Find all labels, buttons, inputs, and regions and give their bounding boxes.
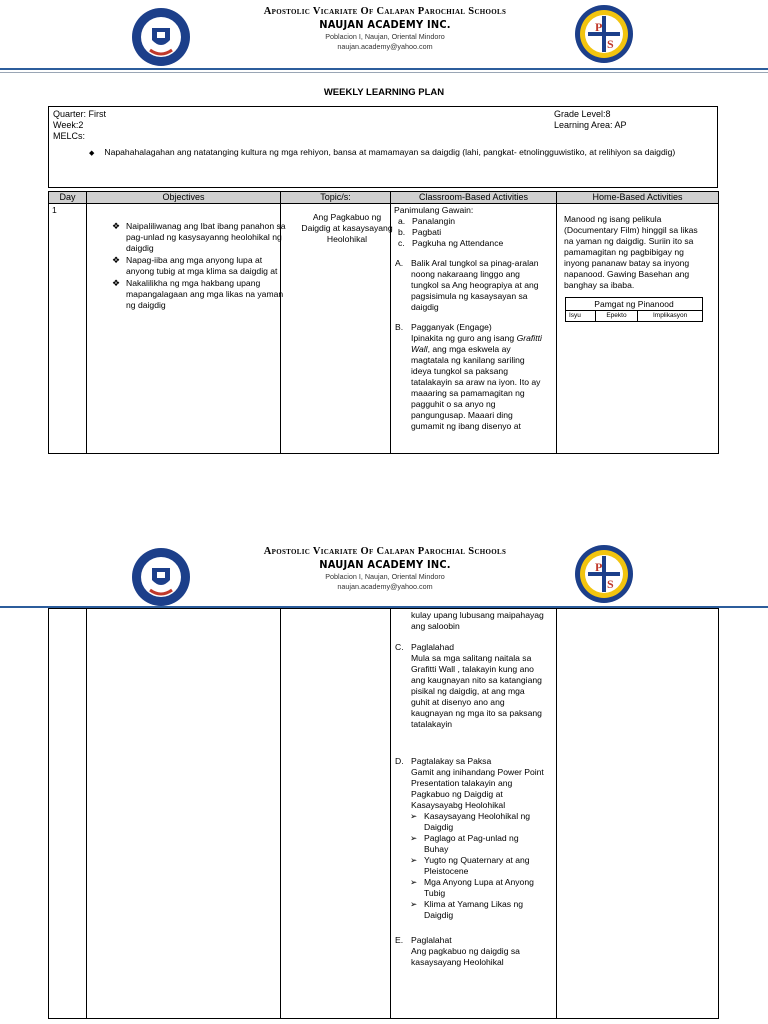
grade-info [554, 109, 627, 131]
day-cell: 1 [49, 204, 87, 454]
pis-logo-icon [574, 544, 634, 604]
arrow-bullet-icon: ➢ [410, 899, 418, 909]
film-analysis-table [565, 297, 703, 322]
page-header-1 [0, 0, 768, 68]
melcs-label: MELCs: [53, 131, 86, 141]
list-item: a. Panalangin [398, 216, 456, 226]
school-email: naujan.academy@yahoo.com [337, 582, 433, 591]
home-activity-text: Manood ng isang pelikula (Documentary Film) hinggil sa likas na yaman ng daigdig. Suriin ito sa pamamagitan ng pagbibigay ng inyong pananaw batay sa inyong napanood. Gawing Basehan ang banghay sa ibaba. [564, 214, 698, 290]
org-name: Apostolic Vicariate Of Calapan Parochial Schools [263, 546, 507, 557]
school-name: NAUJAN ACADEMY INC. [319, 18, 451, 31]
table-row [49, 204, 719, 454]
topic-sublist [410, 811, 553, 921]
activity-c: C. Paglalahad Mula sa mga salitang naitala sa Grafitti Wall , talakayin kung ano ang kaugnayan nito sa katangiang pisikal ng daigdig, at ang mga guhit at disenyo ano ang kaugnayan ng mga ito sa paksang tatalakayin [395, 642, 542, 729]
col-header-classroom: Classroom-Based Activities [391, 192, 557, 204]
intro-heading: Panimulang Gawain: [394, 205, 474, 215]
header-rule-thin [0, 72, 768, 73]
week-label: Week:2 [53, 120, 84, 130]
svg-text:P: P [595, 560, 603, 574]
list-item: c. Pagkuha ng Attendance [398, 238, 504, 248]
film-table-title: Pamgat ng Pinanood [566, 298, 703, 311]
film-col-epekto: Epekto [595, 311, 638, 322]
objectives-list [112, 221, 286, 311]
diamond-bullet-icon: ❖ [112, 221, 121, 231]
arrow-bullet-icon: ➢ [410, 855, 418, 865]
table-header-row [49, 192, 719, 204]
topic-text: Ang Pagkabuo ng Daigdig at kasaysayang Heolohikal [301, 212, 393, 244]
activity-d: D. Pagtalakay sa Paksa Gamit ang inihandang Power Point Presentation talakayin ang Pagkabuo ng Daigdig at Kasaysayabg Heolohikal [395, 756, 544, 810]
topic-cell [281, 204, 391, 454]
quarter-info [53, 109, 106, 142]
activity-e: E. Paglalahat Ang pagkabuo ng daigdig sa kasaysayang Heolohikal [395, 935, 520, 967]
arrow-bullet-icon: ➢ [410, 877, 418, 887]
page-title: WEEKLY LEARNING PLAN [323, 87, 445, 98]
objectives-cell [87, 204, 286, 454]
list-item: ➢ Yugto ng Quaternary at ang Pleistocene [410, 855, 530, 876]
svg-text:S: S [607, 577, 614, 591]
col-header-day: Day [49, 192, 87, 204]
org-name: Apostolic Vicariate Of Calapan Parochial Schools [263, 6, 507, 17]
pis-logo-icon [574, 4, 634, 64]
list-item: ❖ Napag-iiba ang mga anyong lupa at anyong tubig at mga klima sa daigdig at [112, 255, 278, 276]
home-cell [557, 204, 719, 454]
table-row [49, 609, 719, 1019]
diamond-bullet-icon: ◆ [89, 150, 95, 157]
arrow-bullet-icon: ➢ [410, 811, 418, 821]
quarter-label: Quarter: First [53, 109, 107, 119]
list-item: ❖ Nakalilikha ng mga hakbang upang mapangalagaan ang mga likas na yaman ng daigdig [112, 278, 284, 310]
list-item: ➢ Paglago at Pag-unlad ng Buhay [410, 833, 519, 854]
svg-text:S: S [607, 37, 614, 51]
list-item: ➢ Klima at Yamang Likas ng Daigdig [410, 899, 524, 920]
learning-area: Learning Area: AP [554, 120, 627, 130]
day-cell [49, 609, 87, 1019]
melc-text: Napahahalagahan ang natatanging kultura ng mga rehiyon, bansa at mamamayan sa daigdig (lahi, pangkat- etnolingguwistiko, at relihiyon sa daigdig) [104, 147, 676, 157]
home-cell [557, 609, 719, 1019]
school-address: Poblacion I, Naujan, Oriental Mindoro [325, 572, 445, 581]
diamond-bullet-icon: ❖ [112, 255, 121, 265]
school-address: Poblacion I, Naujan, Oriental Mindoro [325, 32, 445, 41]
naujan-academy-seal-icon [130, 546, 192, 608]
list-item: ❖ Naipaliliwanag ang Ibat ibang panahon sa pag-unlad ng kasysayanng heolohikal ng daigdig [112, 221, 286, 253]
diamond-bullet-icon: ❖ [112, 278, 121, 288]
list-item: ➢ Mga Anyong Lupa at Anyong Tubig [410, 877, 534, 898]
melc-item [89, 147, 675, 157]
col-header-topics: Topic/s: [281, 192, 391, 204]
topic-cell [281, 609, 391, 1019]
film-col-implikasyon: Implikasyon [638, 311, 703, 322]
svg-text:P: P [595, 20, 603, 34]
arrow-bullet-icon: ➢ [410, 833, 418, 843]
grade-level: Grade Level:8 [554, 109, 611, 119]
naujan-academy-seal-icon [130, 6, 192, 68]
header-text-block [200, 546, 570, 591]
page-header-2 [0, 540, 768, 608]
col-header-objectives: Objectives [87, 192, 281, 204]
film-col-isyu: Isyu [566, 311, 596, 322]
activity-b-continued: kulay upang lubusang maipahayag ang saloobin [411, 610, 544, 631]
activity-b: B. Pagganyak (Engage) Ipinakita ng guro ang isang Grafitti Wall, ang mga eskwela ay magtatala ng kanilang sariling ideya tungkol sa paksang tatalakayin sa araw na iyon. Ito ay maaaring sa pamamagitan ng pagguhit o sa anyo ng pangungusap. Maaari ding gumamit ng ibang disenyo at [395, 322, 542, 431]
objectives-cell [87, 609, 281, 1019]
classroom-cell [391, 609, 557, 1019]
col-header-home: Home-Based Activities [557, 192, 719, 204]
info-box [48, 106, 718, 188]
school-name: NAUJAN ACADEMY INC. [319, 558, 451, 571]
school-email: naujan.academy@yahoo.com [337, 42, 433, 51]
activity-a: A. Balik Aral tungkol sa pinag-aralan noong nakaraang linggo ang tungkol sa Ang heograpiya at ang pagsisimula ng kasaysayan sa daigdig [395, 258, 539, 312]
list-item: ➢ Kasaysayang Heolohikal ng Daigdig [410, 811, 531, 832]
list-item: b. Pagbati [398, 227, 442, 237]
plan-table-page-1 [48, 191, 719, 454]
plan-table-page-2 [48, 608, 719, 1019]
header-text-block [200, 6, 570, 51]
header-rule [0, 68, 768, 70]
classroom-cell [391, 204, 557, 454]
